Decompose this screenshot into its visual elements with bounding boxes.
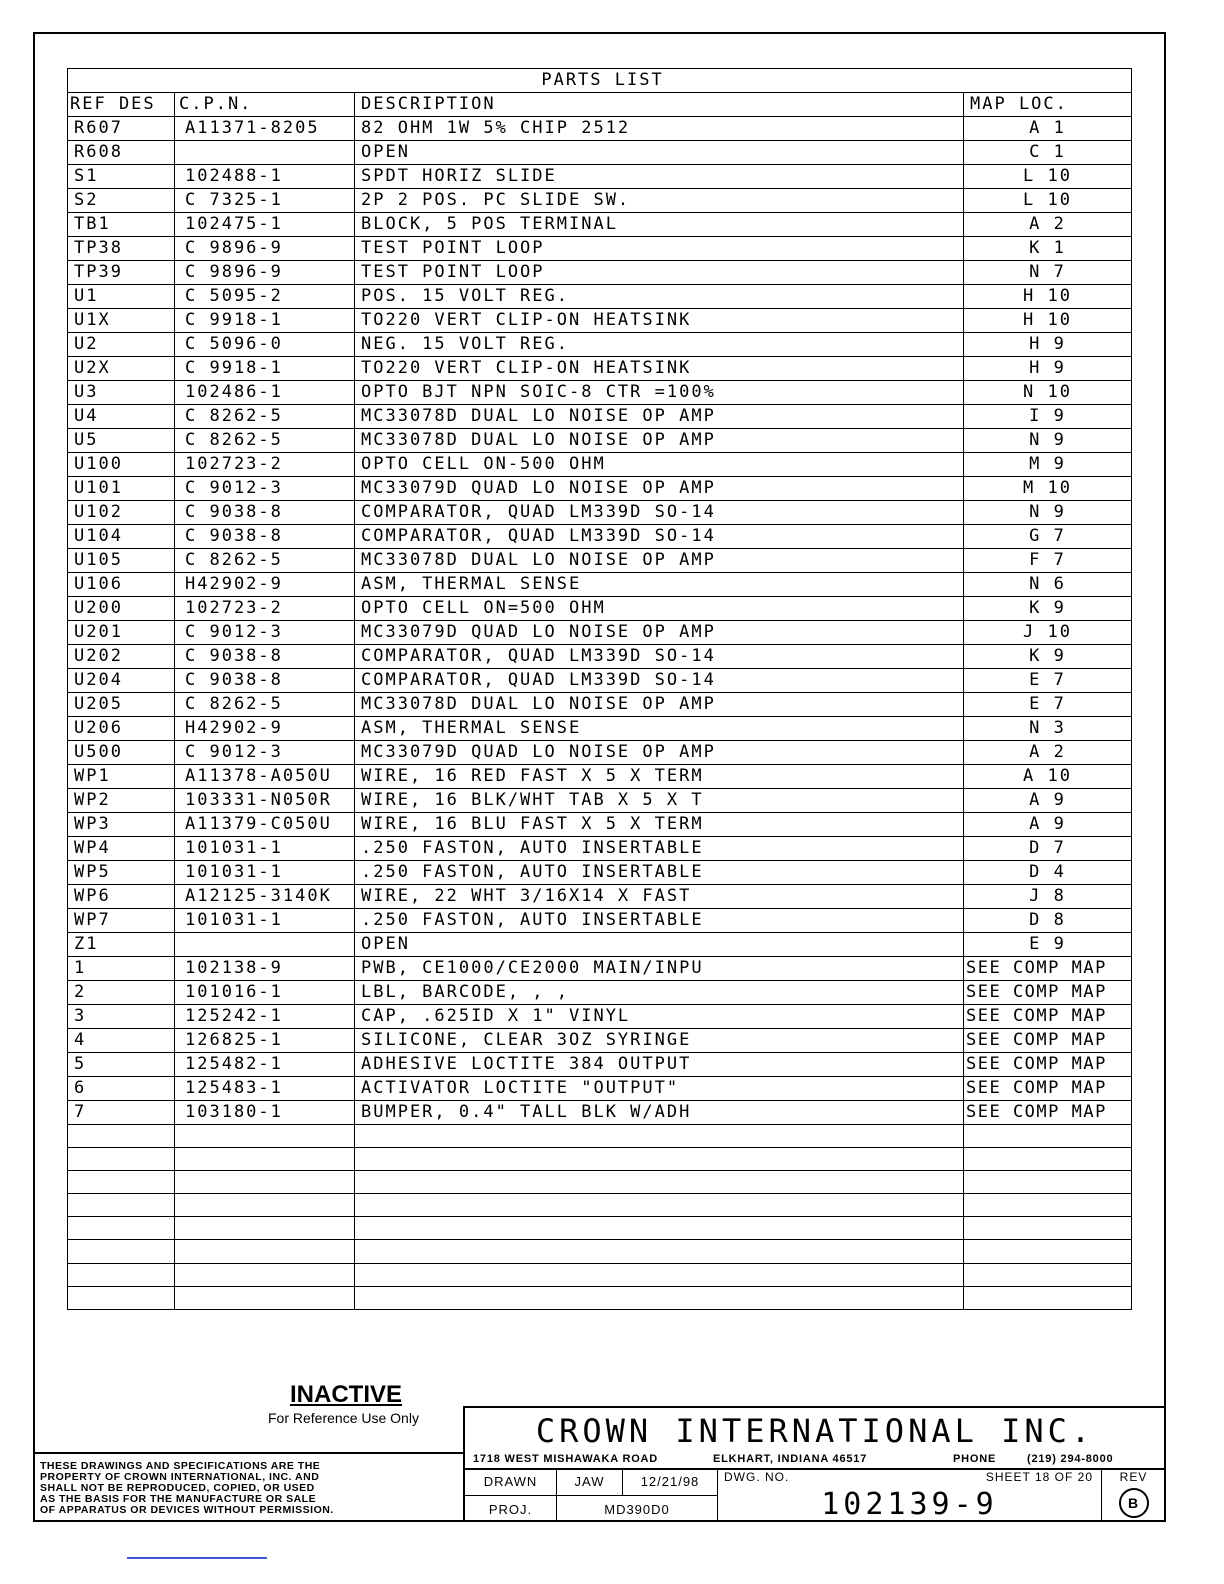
blank-cell [175,1240,355,1263]
header-description: DESCRIPTION [355,93,964,117]
description-cell: ADHESIVE LOCTITE 384 OUTPUT [355,1053,964,1077]
ref-des-cell: U101 [68,477,175,501]
street-address: 1718 WEST MISHAWAKA ROAD [473,1453,659,1465]
ref-des-cell: U500 [68,741,175,765]
blank-row [68,1148,1132,1171]
description-cell: TO220 VERT CLIP-ON HEATSINK [355,357,964,381]
description-cell: ASM, THERMAL SENSE [355,573,964,597]
ref-des-cell: U1X [68,309,175,333]
map-loc-cell: SEE COMP MAP [964,1053,1132,1077]
cpn-cell: 101016-1 [175,981,355,1005]
map-loc-cell: E 9 [964,933,1132,957]
cpn-cell: C 7325-1 [175,189,355,213]
table-row [68,837,1132,861]
table-row [68,501,1132,525]
blank-cell [68,1217,175,1240]
drawing-number: 102139-9 [821,1486,998,1522]
table-row [68,621,1132,645]
map-loc-cell: N 9 [964,429,1132,453]
cpn-cell: C 9918-1 [175,309,355,333]
map-loc-cell: F 7 [964,549,1132,573]
company-name: CROWN INTERNATIONAL INC. [535,1412,1095,1450]
blank-cell [964,1125,1132,1148]
ref-des-cell: WP4 [68,837,175,861]
table-row [68,237,1132,261]
ref-des-cell: U1 [68,285,175,309]
blank-cell [175,1286,355,1309]
cpn-cell: 102475-1 [175,213,355,237]
table-row [68,261,1132,285]
blank-cell [964,1194,1132,1217]
map-loc-cell: SEE COMP MAP [964,1101,1132,1125]
description-cell: OPTO BJT NPN SOIC-8 CTR =100% [355,381,964,405]
cpn-cell: C 8262-5 [175,429,355,453]
ref-des-cell: U102 [68,501,175,525]
table-row [68,381,1132,405]
ref-des-cell: TP39 [68,261,175,285]
table-row [68,429,1132,453]
table-row [68,1053,1132,1077]
ref-des-cell: 6 [68,1077,175,1101]
cpn-cell: C 9012-3 [175,477,355,501]
ref-des-cell: WP1 [68,765,175,789]
cpn-cell: 126825-1 [175,1029,355,1053]
description-cell: 82 OHM 1W 5% CHIP 2512 [355,117,964,141]
blank-cell [355,1125,964,1148]
legal-line: PROPERTY OF CROWN INTERNATIONAL, INC. AND [40,1471,320,1483]
table-row [68,333,1132,357]
cpn-cell: A11371-8205 [175,117,355,141]
cpn-cell: C 5095-2 [175,285,355,309]
ref-des-cell: U104 [68,525,175,549]
table-row [68,549,1132,573]
table-row [68,309,1132,333]
description-cell: ACTIVATOR LOCTITE "OUTPUT" [355,1077,964,1101]
cpn-cell: C 9896-9 [175,261,355,285]
table-title: PARTS LIST [68,69,1132,93]
ref-des-cell: WP3 [68,813,175,837]
cpn-cell: C 9038-8 [175,525,355,549]
blank-cell [175,1217,355,1240]
ref-des-cell: U100 [68,453,175,477]
map-loc-cell: C 1 [964,141,1132,165]
cpn-cell: 101031-1 [175,861,355,885]
table-row [68,213,1132,237]
table-row [68,357,1132,381]
map-loc-cell: M 9 [964,453,1132,477]
cpn-cell: A11378-A050U [175,765,355,789]
blank-cell [355,1217,964,1240]
blank-cell [68,1194,175,1217]
cpn-cell: H42902-9 [175,573,355,597]
ref-des-cell: TB1 [68,213,175,237]
blank-cell [964,1217,1132,1240]
dwg-no-label: DWG. NO. [724,1470,790,1484]
ref-des-cell: WP5 [68,861,175,885]
cpn-cell: 102138-9 [175,957,355,981]
legal-line: THESE DRAWINGS AND SPECIFICATIONS ARE THE [40,1460,321,1472]
cpn-cell: 125242-1 [175,1005,355,1029]
map-loc-cell: K 1 [964,237,1132,261]
table-row [68,117,1132,141]
cpn-cell: C 9896-9 [175,237,355,261]
blank-cell [964,1171,1132,1194]
blank-cell [355,1148,964,1171]
drawn-label: DRAWN [465,1468,557,1496]
ref-des-cell: U200 [68,597,175,621]
table-row [68,285,1132,309]
phone-label: PHONE [953,1453,997,1465]
table-row [68,909,1132,933]
blank-cell [68,1286,175,1309]
cpn-cell: A11379-C050U [175,813,355,837]
blank-cell [964,1263,1132,1286]
table-row [68,1077,1132,1101]
ref-des-cell: U206 [68,717,175,741]
map-loc-cell: H 10 [964,309,1132,333]
blank-row [68,1171,1132,1194]
cpn-cell: 103180-1 [175,1101,355,1125]
map-loc-cell: D 7 [964,837,1132,861]
map-loc-cell: J 10 [964,621,1132,645]
header-map-loc: MAP LOC. [964,93,1132,117]
inactive-stamp: INACTIVE [290,1381,403,1408]
description-cell: TO220 VERT CLIP-ON HEATSINK [355,309,964,333]
table-row [68,405,1132,429]
table-row [68,189,1132,213]
ref-des-cell: U4 [68,405,175,429]
header-ref-des: REF DES [68,93,175,117]
cpn-cell: C 8262-5 [175,549,355,573]
legal-line: AS THE BASIS FOR THE MANUFACTURE OR SALE [40,1493,317,1505]
blank-cell [964,1286,1132,1309]
phone-number: (219) 294-8000 [1027,1453,1114,1465]
ref-des-cell: 1 [68,957,175,981]
map-loc-cell: D 4 [964,861,1132,885]
legal-line: SHALL NOT BE REPRODUCED, COPIED, OR USED [40,1482,315,1494]
reference-note: For Reference Use Only [268,1410,419,1426]
blank-cell [68,1125,175,1148]
map-loc-cell: SEE COMP MAP [964,981,1132,1005]
description-cell: TEST POINT LOOP [355,261,964,285]
ref-des-cell: R608 [68,141,175,165]
ref-des-cell: Z1 [68,933,175,957]
cpn-cell: C 8262-5 [175,693,355,717]
description-cell: 2P 2 POS. PC SLIDE SW. [355,189,964,213]
map-loc-cell: E 7 [964,669,1132,693]
cpn-cell: 125483-1 [175,1077,355,1101]
ref-des-cell: WP2 [68,789,175,813]
blank-row [68,1286,1132,1309]
blank-row [68,1194,1132,1217]
cpn-cell: C 9012-3 [175,741,355,765]
map-loc-cell: M 10 [964,477,1132,501]
cpn-cell [175,933,355,957]
description-cell: MC33078D DUAL LO NOISE OP AMP [355,549,964,573]
cpn-cell: 103331-N050R [175,789,355,813]
map-loc-cell: A 10 [964,765,1132,789]
ref-des-cell: U2 [68,333,175,357]
description-cell: PWB, CE1000/CE2000 MAIN/INPU [355,957,964,981]
cpn-cell: 102486-1 [175,381,355,405]
table-header-row [68,93,1132,117]
description-cell: SPDT HORIZ SLIDE [355,165,964,189]
map-loc-cell: A 9 [964,813,1132,837]
table-row [68,741,1132,765]
description-cell: OPTO CELL ON=500 OHM [355,597,964,621]
ref-des-cell: 3 [68,1005,175,1029]
ref-des-cell: U201 [68,621,175,645]
description-cell: CAP, .625ID X 1" VINYL [355,1005,964,1029]
blue-underline-mark [127,1557,267,1559]
map-loc-cell: L 10 [964,165,1132,189]
cpn-cell: A12125-3140K [175,885,355,909]
blank-cell [355,1194,964,1217]
ref-des-cell: U106 [68,573,175,597]
description-cell: WIRE, 16 RED FAST X 5 X TERM [355,765,964,789]
cpn-cell: C 9038-8 [175,501,355,525]
map-loc-cell: A 9 [964,789,1132,813]
blank-row [68,1263,1132,1286]
description-cell: MC33079D QUAD LO NOISE OP AMP [355,477,964,501]
table-row [68,789,1132,813]
description-cell: MC33079D QUAD LO NOISE OP AMP [355,741,964,765]
description-cell: .250 FASTON, AUTO INSERTABLE [355,909,964,933]
ref-des-cell: S1 [68,165,175,189]
ref-des-cell: R607 [68,117,175,141]
table-row [68,141,1132,165]
ref-des-cell: U105 [68,549,175,573]
description-cell: MC33078D DUAL LO NOISE OP AMP [355,405,964,429]
table-title-row [68,69,1132,93]
table-row [68,645,1132,669]
table-row [68,669,1132,693]
blank-cell [964,1240,1132,1263]
map-loc-cell: H 9 [964,357,1132,381]
blank-cell [175,1194,355,1217]
map-loc-cell: A 1 [964,117,1132,141]
project-code: MD390D0 [557,1496,718,1522]
sheet-number: SHEET 18 OF 20 [985,1470,1093,1484]
cpn-cell [175,141,355,165]
ref-des-cell: U2X [68,357,175,381]
table-row [68,813,1132,837]
table-row [68,933,1132,957]
ref-des-cell: U202 [68,645,175,669]
table-row [68,765,1132,789]
map-loc-cell: I 9 [964,405,1132,429]
table-row [68,573,1132,597]
ref-des-cell: S2 [68,189,175,213]
table-row [68,525,1132,549]
map-loc-cell: N 3 [964,717,1132,741]
description-cell: POS. 15 VOLT REG. [355,285,964,309]
map-loc-cell: J 8 [964,885,1132,909]
description-cell: .250 FASTON, AUTO INSERTABLE [355,837,964,861]
table-row [68,717,1132,741]
ref-des-cell: U205 [68,693,175,717]
cpn-cell: C 9038-8 [175,669,355,693]
map-loc-cell: N 9 [964,501,1132,525]
table-row [68,693,1132,717]
cpn-cell: C 9012-3 [175,621,355,645]
ref-des-cell: 4 [68,1029,175,1053]
blank-row [68,1217,1132,1240]
left-margin-mark [33,1180,35,1210]
city-state: ELKHART, INDIANA 46517 [713,1453,868,1465]
table-row [68,1005,1132,1029]
blank-cell [68,1171,175,1194]
ref-des-cell: 5 [68,1053,175,1077]
revision-letter: B [1119,1488,1149,1518]
map-loc-cell: L 10 [964,189,1132,213]
map-loc-cell: SEE COMP MAP [964,1077,1132,1101]
ref-des-cell: WP7 [68,909,175,933]
table-row [68,957,1132,981]
legal-notice [33,1452,463,1522]
cpn-cell: C 5096-0 [175,333,355,357]
ref-des-cell: WP6 [68,885,175,909]
description-cell: MC33079D QUAD LO NOISE OP AMP [355,621,964,645]
map-loc-cell: SEE COMP MAP [964,1029,1132,1053]
description-cell: OPEN [355,933,964,957]
cpn-cell: 102723-2 [175,597,355,621]
description-cell: COMPARATOR, QUAD LM339D SO-14 [355,525,964,549]
description-cell: COMPARATOR, QUAD LM339D SO-14 [355,645,964,669]
map-loc-cell: D 8 [964,909,1132,933]
map-loc-cell: E 7 [964,693,1132,717]
table-row [68,981,1132,1005]
description-cell: SILICONE, CLEAR 3OZ SYRINGE [355,1029,964,1053]
description-cell: WIRE, 16 BLU FAST X 5 X TERM [355,813,964,837]
ref-des-cell: 7 [68,1101,175,1125]
ref-des-cell: 2 [68,981,175,1005]
drawn-date: 12/21/98 [623,1468,718,1496]
blank-row [68,1125,1132,1148]
blank-cell [175,1263,355,1286]
map-loc-cell: SEE COMP MAP [964,1005,1132,1029]
revision-box [1101,1468,1166,1522]
map-loc-cell: H 10 [964,285,1132,309]
blank-cell [68,1263,175,1286]
description-cell: MC33078D DUAL LO NOISE OP AMP [355,693,964,717]
description-cell: OPEN [355,141,964,165]
table-row [68,165,1132,189]
description-cell: BUMPER, 0.4" TALL BLK W/ADH [355,1101,964,1125]
blank-cell [355,1263,964,1286]
cpn-cell: C 8262-5 [175,405,355,429]
description-cell: MC33078D DUAL LO NOISE OP AMP [355,429,964,453]
rev-label: REV [1119,1470,1148,1484]
blank-row [68,1240,1132,1263]
description-cell: COMPARATOR, QUAD LM339D SO-14 [355,501,964,525]
map-loc-cell: H 9 [964,333,1132,357]
table-row [68,597,1132,621]
table-row [68,477,1132,501]
map-loc-cell: G 7 [964,525,1132,549]
blank-cell [964,1148,1132,1171]
proj-label: PROJ. [465,1496,557,1522]
table-row [68,1029,1132,1053]
ref-des-cell: U3 [68,381,175,405]
cpn-cell: 102723-2 [175,453,355,477]
description-cell: COMPARATOR, QUAD LM339D SO-14 [355,669,964,693]
description-cell: LBL, BARCODE, , , [355,981,964,1005]
drawn-by: JAW [557,1468,623,1496]
blank-cell [175,1171,355,1194]
blank-cell [175,1148,355,1171]
blank-cell [355,1286,964,1309]
blank-cell [68,1148,175,1171]
table-row [68,1101,1132,1125]
blank-cell [68,1240,175,1263]
cpn-cell: 125482-1 [175,1053,355,1077]
table-row [68,861,1132,885]
cpn-cell: C 9918-1 [175,357,355,381]
map-loc-cell: A 2 [964,213,1132,237]
cpn-cell: H42902-9 [175,717,355,741]
left-margin-mark [33,505,35,585]
rev-circle-wrap [1102,1486,1165,1520]
map-loc-cell: N 6 [964,573,1132,597]
map-loc-cell: N 10 [964,381,1132,405]
cpn-cell: C 9038-8 [175,645,355,669]
blank-cell [355,1171,964,1194]
description-cell: .250 FASTON, AUTO INSERTABLE [355,861,964,885]
description-cell: WIRE, 22 WHT 3/16X14 X FAST [355,885,964,909]
description-cell: OPTO CELL ON-500 OHM [355,453,964,477]
description-cell: BLOCK, 5 POS TERMINAL [355,213,964,237]
ref-des-cell: U5 [68,429,175,453]
header-cpn: C.P.N. [175,93,355,117]
legal-line: OF APPARATUS OR DEVICES WITHOUT PERMISSION. [40,1504,334,1516]
blank-cell [175,1125,355,1148]
ref-des-cell: U204 [68,669,175,693]
table-row [68,885,1132,909]
description-cell: TEST POINT LOOP [355,237,964,261]
address-line [465,1450,1165,1470]
map-loc-cell: SEE COMP MAP [964,957,1132,981]
description-cell: ASM, THERMAL SENSE [355,717,964,741]
ref-des-cell: TP38 [68,237,175,261]
map-loc-cell: N 7 [964,261,1132,285]
map-loc-cell: K 9 [964,645,1132,669]
title-block [463,1406,1166,1522]
map-loc-cell: K 9 [964,597,1132,621]
blank-cell [355,1240,964,1263]
cpn-cell: 101031-1 [175,837,355,861]
cpn-cell: 101031-1 [175,909,355,933]
cpn-cell: 102488-1 [175,165,355,189]
map-loc-cell: A 2 [964,741,1132,765]
table-row [68,453,1132,477]
parts-list-table [67,68,1132,1310]
description-cell: NEG. 15 VOLT REG. [355,333,964,357]
description-cell: WIRE, 16 BLK/WHT TAB X 5 X T [355,789,964,813]
